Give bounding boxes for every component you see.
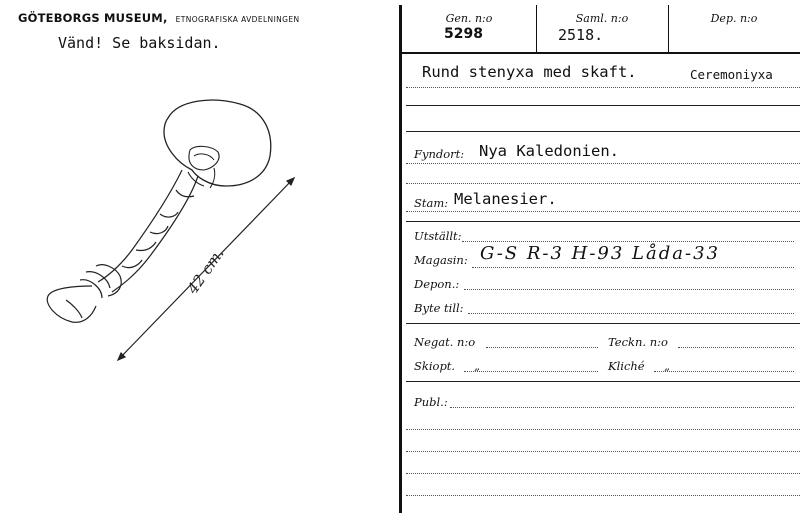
gen-number-cell bbox=[402, 5, 537, 52]
rule bbox=[406, 211, 800, 212]
depon-label: Depon.: bbox=[414, 277, 460, 291]
rule bbox=[462, 241, 794, 242]
gen-number-label: Gen. n:o bbox=[445, 12, 493, 25]
saml-number-cell bbox=[536, 5, 669, 52]
saml-number-label: Saml. n:o bbox=[575, 12, 629, 25]
fyndort-label: Fyndort: bbox=[414, 147, 465, 161]
rule bbox=[464, 371, 598, 372]
measure-label: 42 cm. bbox=[183, 244, 228, 298]
skiopt-label: Skiopt. bbox=[414, 359, 456, 373]
axe-binding bbox=[188, 146, 219, 188]
rule bbox=[468, 313, 794, 314]
rule bbox=[406, 163, 800, 164]
rule bbox=[464, 289, 794, 290]
turn-over-note: Vänd! Se baksidan. bbox=[58, 34, 221, 52]
fyndort-value: Nya Kaledonien. bbox=[479, 142, 619, 160]
magasin-value: G-S R-3 H-93 Låda-33 bbox=[480, 243, 720, 264]
dep-number-label: Dep. n:o bbox=[710, 12, 758, 25]
gen-number-value: 5298 bbox=[444, 26, 483, 42]
rule bbox=[486, 347, 598, 348]
catalogue-card bbox=[399, 5, 800, 513]
rule bbox=[472, 267, 794, 268]
header-divider bbox=[402, 52, 800, 54]
rule bbox=[406, 473, 800, 474]
teckn-label: Teckn. n:o bbox=[608, 335, 668, 349]
rule bbox=[654, 371, 794, 372]
rule bbox=[406, 381, 800, 382]
skiopt-ditto: „ bbox=[474, 359, 480, 373]
kliche-ditto: „ bbox=[664, 359, 670, 373]
rule bbox=[406, 221, 800, 222]
card-back-panel bbox=[0, 0, 398, 516]
rule bbox=[678, 347, 794, 348]
axe-handle bbox=[98, 170, 198, 292]
byte-label: Byte till: bbox=[414, 301, 464, 315]
publ-label: Publ.: bbox=[414, 395, 448, 409]
utstallt-label: Utställt: bbox=[414, 229, 462, 243]
dep-number-cell bbox=[668, 5, 800, 52]
description-value: Rund stenyxa med skaft. bbox=[422, 63, 637, 81]
saml-number-value: 2518. bbox=[558, 26, 604, 44]
rule bbox=[406, 183, 800, 184]
rule bbox=[406, 131, 800, 132]
stam-value: Melanesier. bbox=[454, 190, 557, 208]
magasin-label: Magasin: bbox=[414, 253, 468, 267]
kliche-label: Kliché bbox=[608, 359, 645, 373]
rule bbox=[450, 407, 794, 408]
description-extra: Ceremoniyxa bbox=[690, 67, 773, 82]
negat-label: Negat. n:o bbox=[414, 335, 476, 349]
rule bbox=[406, 87, 800, 88]
rule bbox=[406, 323, 800, 324]
rule bbox=[406, 495, 800, 496]
axe-drawing bbox=[0, 0, 398, 516]
rule bbox=[406, 105, 800, 106]
department-name: ETNOGRAFISKA AVDELNINGEN bbox=[175, 15, 300, 24]
rule bbox=[406, 429, 800, 430]
museum-name: GÖTEBORGS MUSEUM, bbox=[18, 11, 168, 25]
rule bbox=[406, 451, 800, 452]
stam-label: Stam: bbox=[414, 196, 449, 210]
